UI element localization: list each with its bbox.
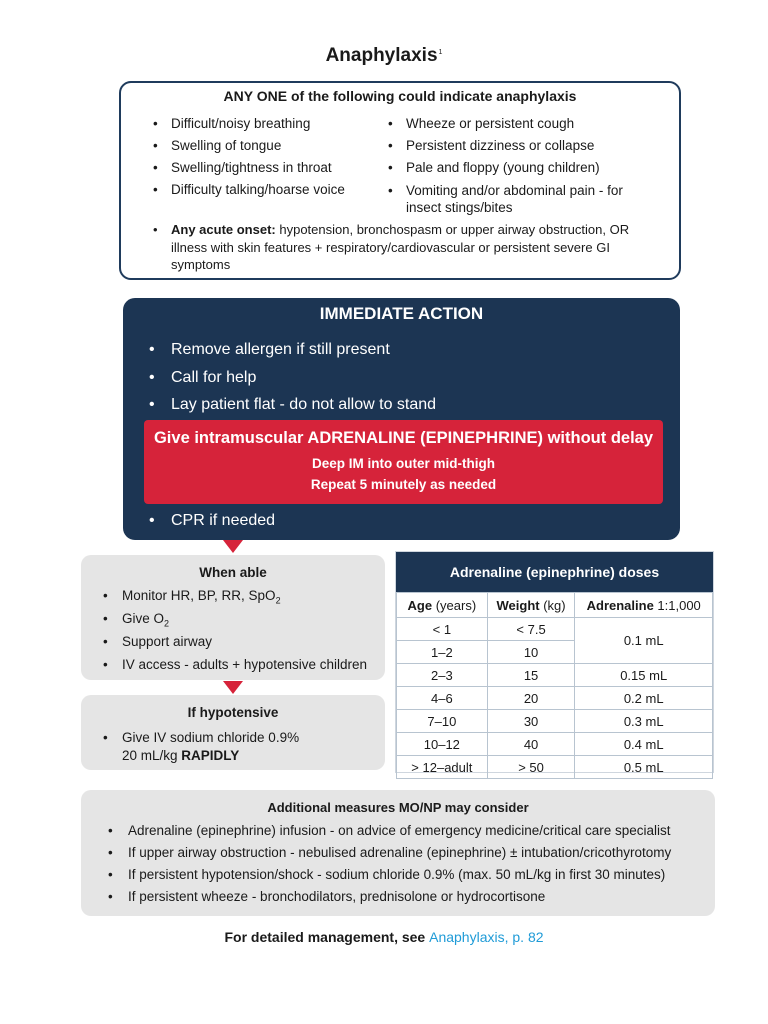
bullet-icon: • [388, 160, 393, 175]
age-cell: 1–2 [397, 641, 488, 664]
list-item: • Difficulty talking/hoarse voice [153, 179, 368, 201]
age-cell: 10–12 [397, 733, 488, 756]
table-row [397, 710, 713, 733]
weight-cell: 15 [487, 664, 575, 687]
weight-cell: < 7.5 [487, 618, 575, 641]
bullet-icon: • [103, 657, 108, 672]
list-item: • If upper airway obstruction - nebulised adrenaline (epinephrine) ± intubation/cricothyrotomy [108, 842, 708, 864]
table-row [397, 733, 713, 756]
dose-cell: 0.1 mL [575, 618, 713, 664]
anaphylaxis-page-link[interactable]: Anaphylaxis, p. 82 [429, 929, 544, 945]
column-header-dose: Adrenaline 1:1,000 [575, 593, 713, 618]
indicators-box [119, 81, 681, 280]
list-item: • Persistent dizziness or collapse [388, 135, 638, 157]
adrenaline-route: Deep IM into outer mid-thigh [312, 456, 495, 471]
additional-measures-list [108, 820, 708, 908]
footer-text: For detailed management, see [224, 929, 430, 945]
bullet-icon: • [108, 823, 113, 838]
list-item: • Vomiting and/or abdominal pain - for insect stings/bites [388, 183, 623, 215]
dose-cell: 0.5 mL [575, 756, 713, 779]
indicators-right-list [388, 113, 638, 216]
list-item: • Swelling of tongue [153, 135, 368, 157]
dose-table [395, 551, 714, 773]
adrenaline-alert [144, 420, 663, 504]
acute-onset-item [153, 221, 653, 274]
immediate-action-heading: IMMEDIATE ACTION [319, 304, 484, 323]
adrenaline-repeat: Repeat 5 minutely as needed [310, 477, 497, 492]
bullet-icon: • [103, 611, 108, 626]
age-cell: > 12–adult [397, 756, 488, 779]
bullet-icon: • [149, 341, 155, 358]
table-row [397, 664, 713, 687]
when-able-box [81, 555, 385, 680]
list-item: • If persistent wheeze - bronchodilators, prednisolone or hydrocortisone [108, 886, 708, 908]
acute-onset-label: Any acute onset: [171, 222, 276, 237]
column-header-age: Age (years) [397, 593, 488, 618]
if-hypotensive-heading: If hypotensive [187, 705, 279, 720]
list-item: • Adrenaline (epinephrine) infusion - on advice of emergency medicine/critical care specialist [108, 820, 708, 842]
if-hypotensive-box [81, 695, 385, 770]
list-item: • Wheeze or persistent cough [388, 113, 638, 135]
dose-cell: 0.2 mL [575, 687, 713, 710]
weight-cell: 10 [487, 641, 575, 664]
list-item: • Call for help [149, 364, 436, 392]
list-item: • Pale and floppy (young children) [388, 157, 638, 179]
indicators-heading: ANY ONE of the following could indicate anaphylaxis [223, 88, 577, 104]
bullet-icon: • [153, 160, 158, 175]
arrow-down-icon [223, 540, 243, 553]
dose-cell: 0.15 mL [575, 664, 713, 687]
page-title-text: Anaphylaxis [325, 45, 438, 66]
list-item: • Give $O_2$ [103, 607, 367, 630]
bullet-icon: • [153, 182, 158, 197]
dose-table-heading: Adrenaline (epinephrine) doses [396, 552, 713, 592]
acute-onset-text: hypotension, bronchospasm or upper airway obstruction, OR illness with skin features + respiratory/cardiovascular or persistent severe GI symptoms [171, 222, 630, 272]
bullet-icon: • [149, 368, 155, 386]
when-able-heading: When able [199, 565, 267, 580]
if-hypotensive-list [103, 729, 299, 764]
list-item: • Monitor HR, BP, RR, SpO$_2$ [103, 584, 367, 607]
list-item: • IV access - adults + hypotensive children [103, 653, 367, 676]
bullet-icon: • [103, 588, 108, 603]
arrow-down-icon [223, 681, 243, 694]
cpr-item: • CPR if needed [149, 512, 276, 529]
list-item: • Support airway [103, 630, 367, 653]
indicators-left-list [153, 113, 368, 201]
dose-cell: 0.4 mL [575, 733, 713, 756]
footer-reference [0, 929, 768, 945]
bullet-icon: • [388, 183, 393, 198]
immediate-action-list [149, 336, 436, 419]
age-cell: 7–10 [397, 710, 488, 733]
list-item: • Lay patient flat - do not allow to stand [149, 391, 436, 419]
bullet-icon: • [103, 634, 108, 649]
immediate-action-box [123, 298, 680, 540]
weight-cell: 40 [487, 733, 575, 756]
weight-cell: 30 [487, 710, 575, 733]
bullet-icon: • [103, 730, 108, 745]
bullet-icon: • [388, 138, 393, 153]
table-header-row [397, 593, 713, 618]
column-header-weight: Weight (kg) [487, 593, 575, 618]
table-row [397, 756, 713, 779]
bullet-icon: • [149, 396, 155, 413]
page-title [0, 45, 768, 67]
bullet-icon: • [108, 867, 113, 882]
bullet-icon: • [108, 889, 113, 904]
age-cell: 4–6 [397, 687, 488, 710]
table-row [397, 618, 713, 641]
title-footnote: 1 [438, 48, 443, 56]
when-able-list [103, 584, 367, 676]
additional-measures-heading: Additional measures MO/NP may consider [267, 800, 529, 815]
list-item: • If persistent hypotension/shock - sodium chloride 0.9% (max. 50 mL/kg in first 30 minutes) [108, 864, 708, 886]
adrenaline-instruction: Give intramuscular ADRENALINE (EPINEPHRINE) without delay [153, 429, 654, 447]
bullet-icon: • [388, 116, 393, 131]
bullet-icon: • [153, 116, 158, 131]
dose-table-grid [396, 592, 713, 779]
list-item: • Difficult/noisy breathing [153, 113, 368, 135]
list-item: • Swelling/tightness in throat [153, 157, 368, 179]
list-item: • Remove allergen if still present [149, 336, 436, 364]
age-cell: 2–3 [397, 664, 488, 687]
weight-cell: > 50 [487, 756, 575, 779]
table-row [397, 687, 713, 710]
bullet-icon: • [153, 222, 158, 237]
dose-cell: 0.3 mL [575, 710, 713, 733]
additional-measures-box [81, 790, 715, 916]
age-cell: < 1 [397, 618, 488, 641]
bullet-icon: • [149, 512, 155, 529]
list-item: • Give IV sodium chloride 0.9% 20 mL/kg RAPIDLY [103, 730, 300, 763]
bullet-icon: • [108, 845, 113, 860]
bullet-icon: • [153, 138, 158, 153]
weight-cell: 20 [487, 687, 575, 710]
